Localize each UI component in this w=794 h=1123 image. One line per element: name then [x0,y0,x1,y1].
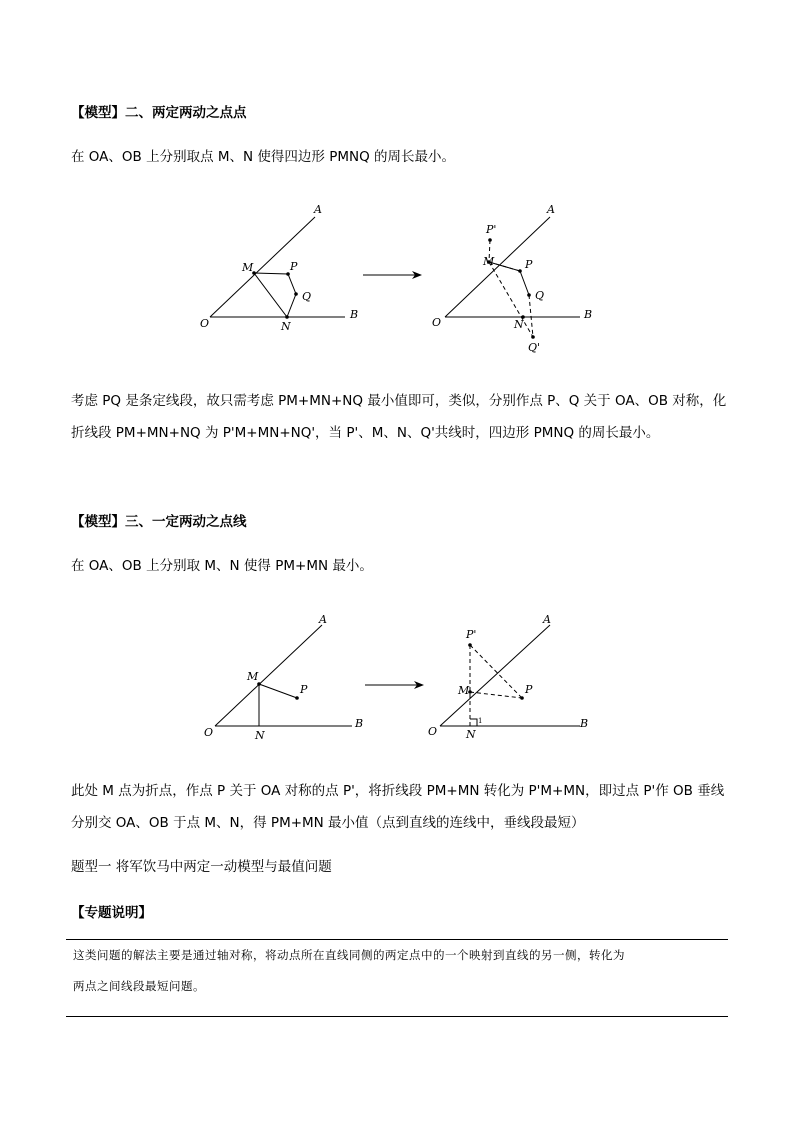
fig1-left-label-B: B [350,308,359,321]
fig1-right-label-M: M [483,255,495,268]
fig2-left-diagram [195,607,375,747]
fig1-left-label-M: M [242,261,254,274]
section2-explain-line1: 考虑 PQ 是条定线段，故只需考虑 PM+MN+NQ 最小值即可，类似，分别作点 P、Q 关于 OA、OB 对称，化 [71,393,727,409]
fig2-right-label-P-prime: P' [466,628,477,641]
fig2-right-label-A: A [543,613,551,626]
fig1-right-label-Q: Q [535,289,545,302]
fig2-right-label-B: B [580,717,589,730]
fig2-left-label-P: P [300,683,308,696]
fig1-left-label-O: O [200,317,210,330]
fig2-right-label-M: M [458,684,470,697]
fig2-right-label-angle-1: 1 [478,717,483,725]
fig1-right-label-Q-prime: Q' [528,341,541,354]
fig2-right-label-P: P [525,683,533,696]
note-bottom-rule [66,1016,728,1017]
section2-heading: 【模型】二、两定两动之点点 [71,105,247,121]
section3-explain-line1: 此处 M 点为折点，作点 P 关于 OA 对称的点 P'，将折线段 PM+MN 转化为 P'M+MN，即过点 P'作 OB 垂线 [71,783,725,799]
fig1-right-label-N: N [514,318,524,331]
fig1-right-label-P: P [525,258,533,271]
arrow-right-icon [360,268,426,282]
note-line2: 两点之间线段最短问题。 [73,979,205,993]
topic-title: 题型一 将军饮马中两定一动模型与最值问题 [71,859,332,875]
fig2-right-label-N: N [466,728,476,741]
note-heading: 【专题说明】 [71,905,152,921]
fig1-right-label-A: A [547,203,555,216]
note-top-rule [66,939,728,940]
section3-task: 在 OA、OB 上分别取 M、N 使得 PM+MN 最小。 [71,558,373,574]
fig1-left-label-P: P [290,260,298,273]
section2-explain-line2: 折线段 PM+MN+NQ 为 P'M+MN+NQ'，当 P'、M、N、Q'共线时，四边形 PMNQ 的周长最小。 [71,425,660,441]
fig2-right-diagram [425,607,605,747]
fig1-right-label-O: O [432,316,442,329]
fig1-right-diagram [425,200,605,355]
note-line1: 这类问题的解法主要是通过轴对称，将动点所在直线同侧的两定点中的一个映射到直线的另一侧，转化为 [73,948,625,962]
fig2-right-label-O: O [428,725,438,738]
fig2-left-label-O: O [204,726,214,739]
fig2-left-label-B: B [355,717,364,730]
fig1-left-label-A: A [314,203,322,216]
arrow-right-icon [362,678,428,692]
fig1-right-label-P-prime: P' [486,223,497,236]
fig2-left-label-M: M [247,670,259,683]
section3-explain-line2: 分别交 OA、OB 于点 M、N，得 PM+MN 最小值（点到直线的连线中，垂线段最短） [71,815,585,831]
fig1-left-label-N: N [281,320,291,333]
fig2-left-label-A: A [319,613,327,626]
fig1-left-label-Q: Q [302,290,312,303]
section2-task: 在 OA、OB 上分别取点 M、N 使得四边形 PMNQ 的周长最小。 [71,149,456,165]
fig1-right-label-B: B [584,308,593,321]
fig1-left-diagram [190,200,370,340]
fig2-left-label-N: N [255,729,265,742]
section3-heading: 【模型】三、一定两动之点线 [71,514,247,530]
